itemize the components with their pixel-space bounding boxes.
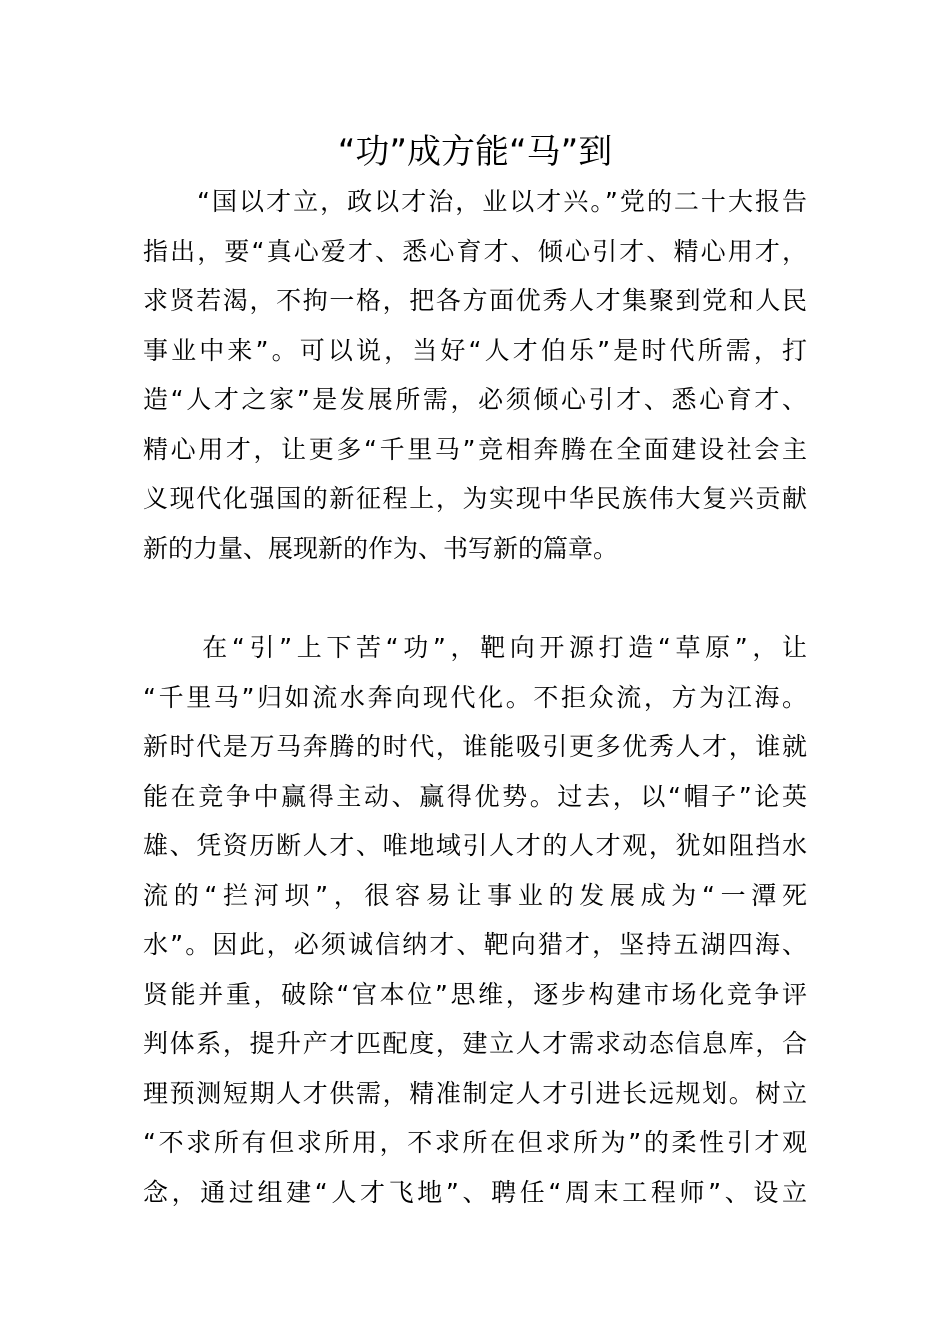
paragraph-spacer [143,573,807,623]
paragraph-line: 求贤若渴，不拘一格，把各方面优秀人才集聚到党和人民 [143,286,807,315]
paragraph-line: 新时代是万马奔腾的时代，谁能吸引更多优秀人才，谁就 [143,732,807,761]
paragraph-1 [143,177,807,573]
paragraph-line: 义现代化强国的新征程上，为实现中华民族伟大复兴贡献 [143,484,807,513]
paragraph-line: “不求所有但求所用，不求所在但求所为”的柔性引才观 [143,1128,807,1157]
paragraph-line: 造“人才之家”是发展所需，必须倾心引才、悉心育才、 [143,385,807,414]
paragraph-line: 雄、凭资历断人才、唯地域引人才的人才观，犹如阻挡水 [143,831,807,860]
paragraph-line: 念，通过组建“人才飞地”、聘任“周末工程师”、设立 [143,1177,807,1207]
paragraph-2 [143,623,807,1217]
paragraph-line: 流的“拦河坝”，很容易让事业的发展成为“一潭死 [143,880,807,910]
paragraph-line: 新的力量、展现新的作为、书写新的篇章。 [143,533,619,563]
paragraph-line: 判体系，提升产才匹配度，建立人才需求动态信息库，合 [143,1029,807,1058]
paragraph-line: “千里马”归如流水奔向现代化。不拒众流，方为江海。 [143,682,807,712]
paragraph-line: “国以才立，政以才治，业以才兴。”党的二十大报告 [143,187,807,216]
document-title: “功”成方能“马”到 [337,132,613,172]
document-page [143,128,807,1217]
paragraph-line: 水”。因此，必须诚信纳才、靶向猎才，坚持五湖四海、 [143,930,807,959]
paragraph-line: 理预测短期人才供需，精准制定人才引进长远规划。树立 [143,1078,807,1108]
paragraph-line: 能在竞争中赢得主动、赢得优势。过去，以“帽子”论英 [143,781,807,811]
paragraph-line: 贤能并重，破除“官本位”思维，逐步构建市场化竞争评 [143,979,807,1009]
paragraph-line: 事业中来”。可以说，当好“人才伯乐”是时代所需，打 [143,335,807,365]
paragraph-line: 指出，要“真心爱才、悉心育才、倾心引才、精心用才， [143,236,807,266]
paragraph-line: 在“引”上下苦“功”，靶向开源打造“草原”，让 [143,633,807,662]
paragraph-line: 精心用才，让更多“千里马”竞相奔腾在全面建设社会主 [143,434,807,464]
